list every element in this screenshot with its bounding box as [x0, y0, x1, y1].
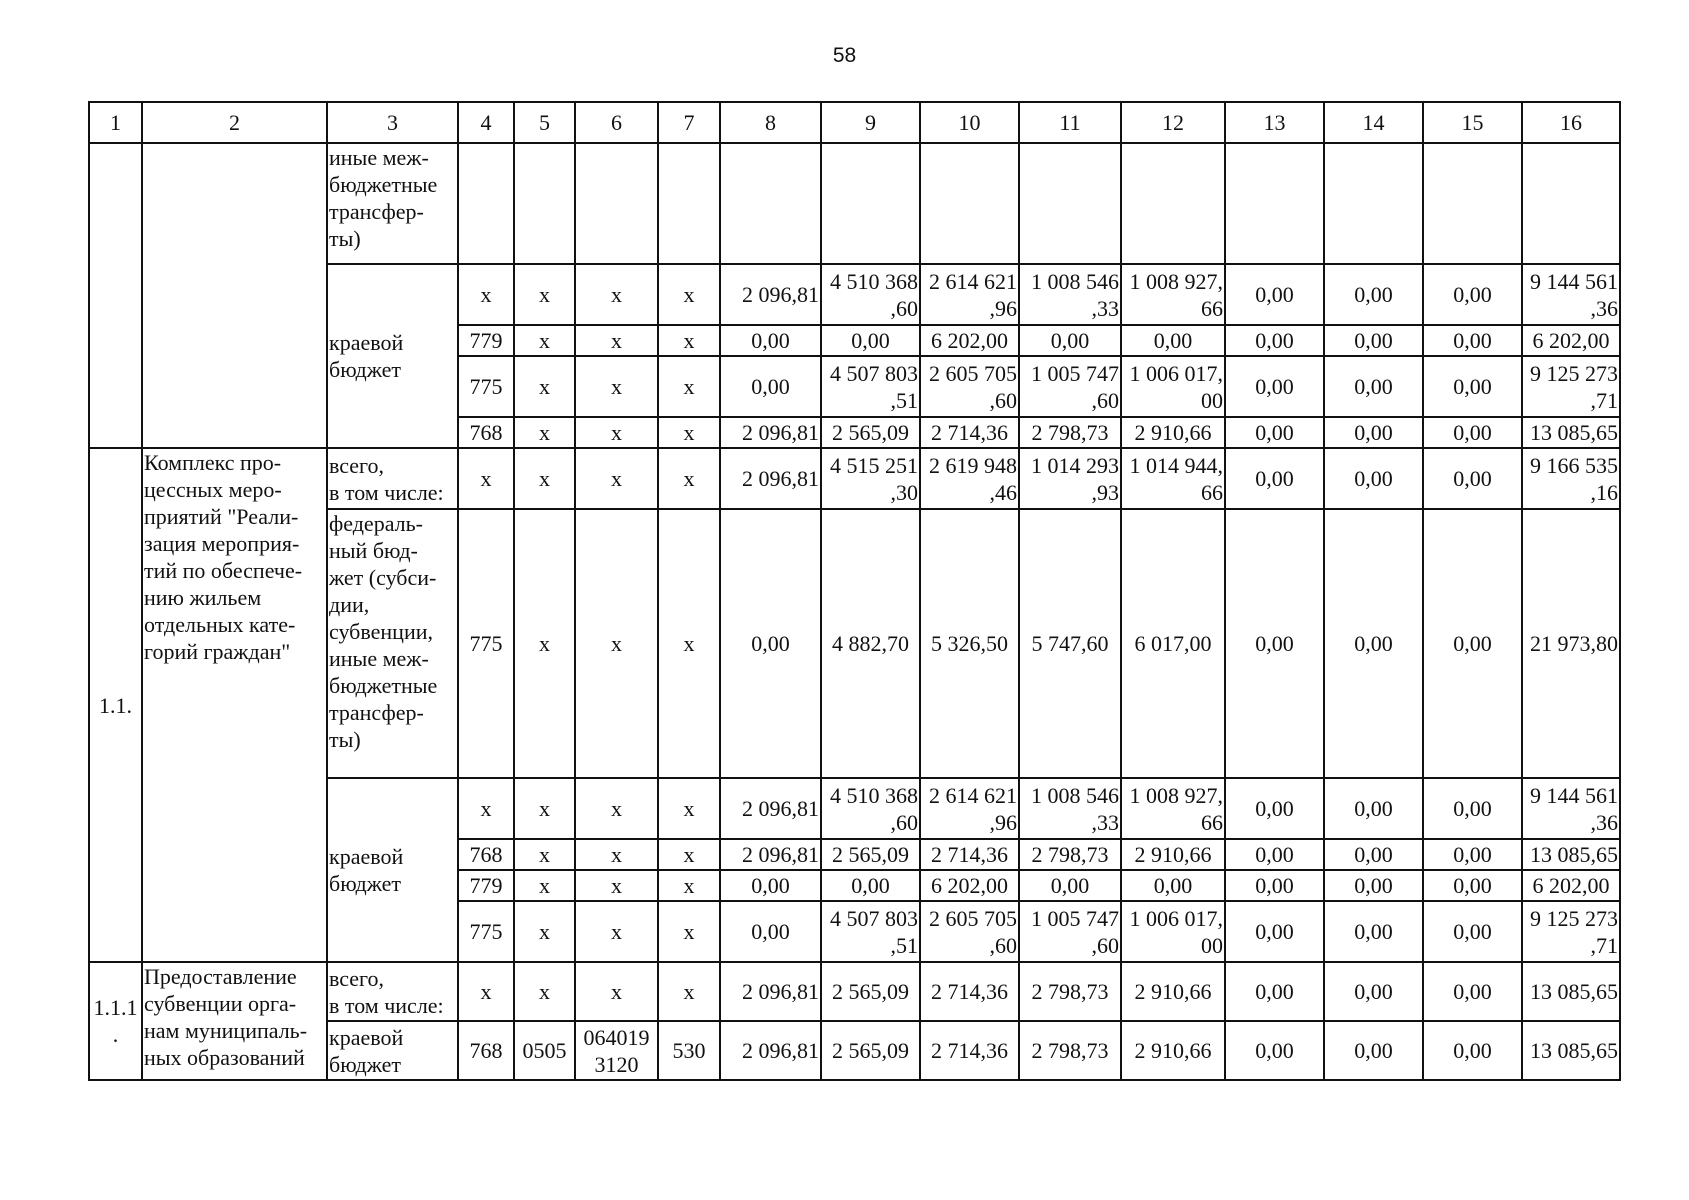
value-cell: 2 714,36 [920, 1021, 1019, 1080]
value-cell: 0,00 [1324, 870, 1423, 901]
value-cell: 2 096,81 [720, 448, 821, 509]
code-cell: x [575, 356, 658, 417]
code-cell: x [514, 509, 575, 778]
code-cell: x [575, 962, 658, 1021]
value-cell: 2 605 705 ,60 [920, 901, 1019, 962]
value-cell: 0,00 [1225, 1021, 1324, 1080]
value-cell: 0,00 [1225, 417, 1324, 448]
value-cell: 0,00 [1423, 264, 1522, 325]
header-cell: 16 [1522, 102, 1620, 143]
value-cell: 4 507 803 ,51 [821, 356, 920, 417]
value-cell: 4 510 368 ,60 [821, 778, 920, 839]
value-cell: 2 798,73 [1019, 962, 1121, 1021]
value-cell: 9 125 273 ,71 [1522, 356, 1620, 417]
value-cell: 0,00 [1324, 417, 1423, 448]
value-cell: 0,00 [1019, 870, 1121, 901]
code-cell: 768 [458, 1021, 514, 1080]
code-cell: 775 [458, 356, 514, 417]
value-cell: 2 714,36 [920, 417, 1019, 448]
value-cell: 2 910,66 [1121, 1021, 1225, 1080]
value-cell: 2 096,81 [720, 264, 821, 325]
header-cell: 9 [821, 102, 920, 143]
value-cell: 0,00 [1423, 839, 1522, 870]
code-cell: x [458, 778, 514, 839]
header-cell: 8 [720, 102, 821, 143]
value-cell: 0,00 [720, 325, 821, 356]
value-cell: 0,00 [1225, 901, 1324, 962]
source-cell: всего, в том числе: [327, 962, 458, 1021]
value-cell: 0,00 [1121, 325, 1225, 356]
value-cell: 2 798,73 [1019, 1021, 1121, 1080]
value-cell: 0,00 [1423, 509, 1522, 778]
source-cell: краевой бюджет [327, 1021, 458, 1080]
code-cell: 0505 [514, 1021, 575, 1080]
row-name-cell: Комплекс про- цессных меро- приятий "Реали- зация мероприя- тий по обеспече- нию жильем отдельных кате- горий граждан" [142, 448, 327, 962]
value-cell: 2 605 705 ,60 [920, 356, 1019, 417]
code-cell: x [658, 839, 720, 870]
page-number: 58 [832, 44, 857, 67]
value-cell: 0,00 [1121, 870, 1225, 901]
value-cell: 1 014 944, 66 [1121, 448, 1225, 509]
value-cell: 2 565,09 [821, 839, 920, 870]
value-cell: 0,00 [1324, 901, 1423, 962]
value-cell: 2 565,09 [821, 962, 920, 1021]
value-cell: 1 008 546 ,33 [1019, 264, 1121, 325]
header-row [89, 102, 1620, 143]
value-cell: 2 910,66 [1121, 417, 1225, 448]
header-cell: 12 [1121, 102, 1225, 143]
value-cell: 0,00 [1423, 448, 1522, 509]
budget-table [88, 101, 1621, 1081]
code-cell: x [575, 417, 658, 448]
code-cell: x [458, 448, 514, 509]
value-cell: 0,00 [1324, 325, 1423, 356]
source-cell: федераль- ный бюд- жет (субси- дии, субвенции, иные меж- бюджетные трансфер- ты) [327, 509, 458, 778]
value-cell: 2 714,36 [920, 839, 1019, 870]
header-cell: 15 [1423, 102, 1522, 143]
code-cell: 779 [458, 870, 514, 901]
value-cell: 1 005 747 ,60 [1019, 901, 1121, 962]
code-cell: x [575, 901, 658, 962]
value-cell: 4 507 803 ,51 [821, 901, 920, 962]
value-cell: 1 008 546 ,33 [1019, 778, 1121, 839]
code-cell: x [575, 448, 658, 509]
value-cell: 0,00 [1225, 356, 1324, 417]
code-cell: x [658, 870, 720, 901]
value-cell: 2 565,09 [821, 1021, 920, 1080]
value-cell: 0,00 [720, 901, 821, 962]
code-cell: x [658, 901, 720, 962]
value-cell: 4 510 368 ,60 [821, 264, 920, 325]
value-cell: 0,00 [821, 325, 920, 356]
value-cell: 2 096,81 [720, 417, 821, 448]
value-cell: 0,00 [1423, 325, 1522, 356]
source-cell: всего, в том числе: [327, 448, 458, 509]
value-cell: 0,00 [720, 356, 821, 417]
value-cell: 9 125 273 ,71 [1522, 901, 1620, 962]
code-cell: x [575, 870, 658, 901]
code-cell: x [658, 778, 720, 839]
header-cell: 6 [575, 102, 658, 143]
value-cell: 2 798,73 [1019, 417, 1121, 448]
code-cell: x [575, 839, 658, 870]
value-cell: 0,00 [1423, 962, 1522, 1021]
value-cell: 13 085,65 [1522, 417, 1620, 448]
value-cell: 0,00 [1324, 509, 1423, 778]
value-cell: 0,00 [1225, 962, 1324, 1021]
code-cell: 775 [458, 509, 514, 778]
value-cell: 5 747,60 [1019, 509, 1121, 778]
code-cell: x [658, 356, 720, 417]
value-cell: 0,00 [1324, 839, 1423, 870]
value-cell: 5 326,50 [920, 509, 1019, 778]
value-cell: 6 202,00 [1522, 325, 1620, 356]
value-cell: 0,00 [720, 509, 821, 778]
value-cell: 0,00 [1324, 264, 1423, 325]
value-cell: 0,00 [1423, 901, 1522, 962]
value-cell: 0,00 [1423, 870, 1522, 901]
value-cell: 2 096,81 [720, 1021, 821, 1080]
value-cell: 6 017,00 [1121, 509, 1225, 778]
value-cell: 2 910,66 [1121, 962, 1225, 1021]
header-cell: 11 [1019, 102, 1121, 143]
code-cell: x [514, 325, 575, 356]
row-name-cell: Предоставление субвенции орга- нам муниципаль- ных образований [142, 962, 327, 1080]
code-cell: x [658, 417, 720, 448]
value-cell: 1 008 927, 66 [1121, 778, 1225, 839]
value-cell: 0,00 [1019, 325, 1121, 356]
value-cell: 2 714,36 [920, 962, 1019, 1021]
code-cell: x [514, 356, 575, 417]
code-cell: 768 [458, 417, 514, 448]
value-cell: 9 144 561 ,36 [1522, 778, 1620, 839]
header-cell: 7 [658, 102, 720, 143]
value-cell: 1 006 017, 00 [1121, 356, 1225, 417]
header-cell: 2 [142, 102, 327, 143]
table-row [89, 143, 1620, 264]
code-cell: x [658, 448, 720, 509]
value-cell: 0,00 [720, 870, 821, 901]
value-cell: 1 008 927, 66 [1121, 264, 1225, 325]
row-number-cell: 1.1. [89, 448, 142, 962]
code-cell: 064019 3120 [575, 1021, 658, 1080]
header-cell: 4 [458, 102, 514, 143]
code-cell: x [514, 962, 575, 1021]
value-cell: 2 910,66 [1121, 839, 1225, 870]
row-name-cell [142, 143, 327, 448]
code-cell: x [575, 778, 658, 839]
value-cell: 6 202,00 [920, 870, 1019, 901]
value-cell: 0,00 [1324, 448, 1423, 509]
value-cell: 0,00 [1324, 1021, 1423, 1080]
value-cell: 1 014 293 ,93 [1019, 448, 1121, 509]
value-cell: 0,00 [821, 870, 920, 901]
header-cell: 14 [1324, 102, 1423, 143]
row-number-cell [89, 143, 142, 448]
code-cell: x [514, 448, 575, 509]
code-cell: x [658, 962, 720, 1021]
value-cell: 2 614 621 ,96 [920, 264, 1019, 325]
value-cell: 2 096,81 [720, 778, 821, 839]
code-cell: 530 [658, 1021, 720, 1080]
value-cell: 1 006 017, 00 [1121, 901, 1225, 962]
value-cell: 21 973,80 [1522, 509, 1620, 778]
value-cell: 2 619 948 ,46 [920, 448, 1019, 509]
value-cell: 13 085,65 [1522, 962, 1620, 1021]
value-cell: 0,00 [1324, 962, 1423, 1021]
header-cell: 10 [920, 102, 1019, 143]
value-cell: 4 515 251 ,30 [821, 448, 920, 509]
code-cell: x [658, 325, 720, 356]
value-cell: 0,00 [1225, 778, 1324, 839]
header-cell: 5 [514, 102, 575, 143]
code-cell: 775 [458, 901, 514, 962]
code-cell: x [514, 417, 575, 448]
code-cell: x [658, 509, 720, 778]
source-cell: краевой бюджет [327, 778, 458, 962]
value-cell: 0,00 [1225, 839, 1324, 870]
value-cell: 6 202,00 [920, 325, 1019, 356]
source-cell: краевой бюджет [327, 264, 458, 448]
value-cell: 0,00 [1423, 356, 1522, 417]
code-cell: 779 [458, 325, 514, 356]
code-cell: x [514, 870, 575, 901]
value-cell: 0,00 [1423, 778, 1522, 839]
value-cell: 0,00 [1324, 778, 1423, 839]
value-cell: 13 085,65 [1522, 1021, 1620, 1080]
value-cell: 9 166 535 ,16 [1522, 448, 1620, 509]
value-cell: 4 882,70 [821, 509, 920, 778]
value-cell: 0,00 [1423, 1021, 1522, 1080]
header-cell: 13 [1225, 102, 1324, 143]
header-cell: 3 [327, 102, 458, 143]
code-cell: x [575, 509, 658, 778]
value-cell: 2 565,09 [821, 417, 920, 448]
table-row [89, 448, 1620, 509]
code-cell: x [514, 778, 575, 839]
table-row [89, 962, 1620, 1021]
code-cell: x [575, 325, 658, 356]
value-cell: 0,00 [1225, 264, 1324, 325]
value-cell: 13 085,65 [1522, 839, 1620, 870]
value-cell: 2 096,81 [720, 962, 821, 1021]
value-cell: 2 096,81 [720, 839, 821, 870]
code-cell: 768 [458, 839, 514, 870]
code-cell: x [514, 264, 575, 325]
code-cell: x [575, 264, 658, 325]
value-cell: 6 202,00 [1522, 870, 1620, 901]
value-cell: 9 144 561 ,36 [1522, 264, 1620, 325]
value-cell: 0,00 [1225, 509, 1324, 778]
row-number-cell: 1.1.1 . [89, 962, 142, 1080]
value-cell: 0,00 [1225, 325, 1324, 356]
value-cell: 2 614 621 ,96 [920, 778, 1019, 839]
value-cell: 0,00 [1423, 417, 1522, 448]
source-cell: иные меж- бюджетные трансфер- ты) [327, 143, 458, 264]
code-cell: x [458, 264, 514, 325]
code-cell: x [458, 962, 514, 1021]
value-cell: 2 798,73 [1019, 839, 1121, 870]
value-cell: 0,00 [1225, 870, 1324, 901]
code-cell: x [514, 839, 575, 870]
header-cell: 1 [89, 102, 142, 143]
code-cell: x [514, 901, 575, 962]
value-cell: 0,00 [1324, 356, 1423, 417]
code-cell: x [658, 264, 720, 325]
value-cell: 1 005 747 ,60 [1019, 356, 1121, 417]
value-cell: 0,00 [1225, 448, 1324, 509]
